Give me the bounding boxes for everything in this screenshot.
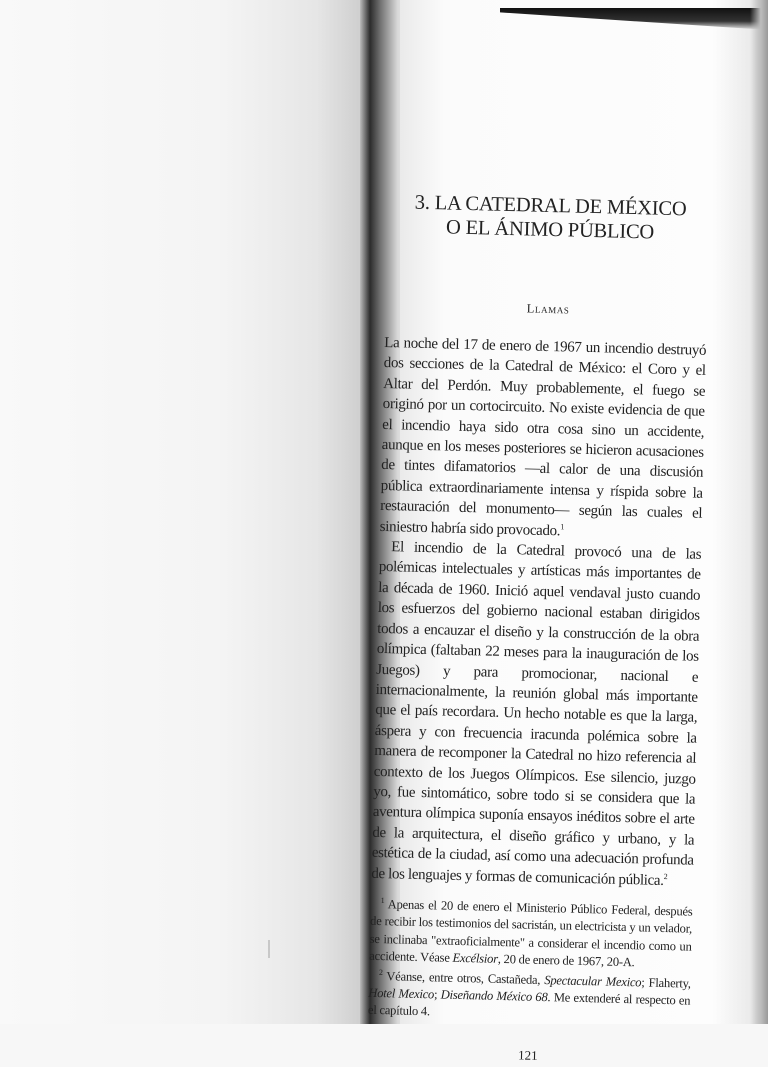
scan-speck [268, 940, 270, 958]
footnote-2: $^2$ Véanse, entre otros, Castañeda, Spectacular Mexico; Flaherty, Hotel Mexico; Diseñando México 68. Me extenderé al respecto en el capítulo 4. [367, 967, 691, 1019]
chapter-title-line1: 3. LA CATEDRAL DE MÉXICO [414, 191, 687, 221]
footnote-1: $^1$ Apenas el 20 de enero el Ministerio Público Federal, después de recibir los testimonios del sacristán, un electricista y un velador, se inclinaba "extraoficialmente" a considerar el incendio como un accidente. Véase Excélsior, 20 de enero de 1967, 20-A. [369, 895, 693, 970]
paragraph-1: La noche del 17 de enero de 1967 un incendio destruyó dos secciones de la Catedral de México: el Coro y el Altar del Perdón. Muy probablemente, el fuego se originó por un cortocircuito. No existe evidencia de que el incendio haya sido otra cosa sino un accidente, aunque en los meses posteriores se hicieron acusaciones de tintes difamatorios —al calor de una discusión pública extraordinariamente intensa y ríspida sobre la restauración del monumento— según las cuales el siniestro habría sido provocado.$^1$ [379, 334, 707, 539]
section-heading: Llamas [526, 301, 570, 317]
body-text [371, 333, 706, 892]
chapter-title-line2: O EL ÁNIMO PÚBLICO [445, 216, 655, 244]
page-edge-shadow [750, 0, 768, 1024]
footnote-ref-1: 1 [560, 521, 565, 532]
paragraph-2: El incendio de la Catedral provocó una de las polémicas intelectuales y artísticas más importantes de la década de 1960. Inició aquel vendaval justo cuando los esfuerzos del gobierno nacional estaban dirigidos todos a encauzar el diseño y la construcción de la obra olímpica (faltaban 22 meses para la inauguración de los Juegos) y para promocionar, nacional e internacionalmente, la reunión global más importante que el país recordara. Un hecho notable es que la larga, áspera y con frecuencia iracunda polémica sobre la manera de recomponer la Catedral no hizo referencia al contexto de los Juegos Olímpicos. Ese silencio, juzgo yo, fue sintomático, sobre todo si se considera que la aventura olímpica suponía ensayos inéditos sobre el arte de la arquitectura, el diseño gráfico y urbano, y la estética de la ciudad, así como una adecuación profunda de los lenguajes y formas de comunicación pública.$^2$ [371, 539, 702, 889]
footnote-ref-2: 2 [663, 871, 668, 881]
chapter-title [391, 190, 710, 246]
left-page-blank [0, 0, 372, 1024]
book-page [367, 190, 710, 1067]
footnotes [368, 896, 693, 1028]
page-number: 121 [517, 1047, 538, 1063]
